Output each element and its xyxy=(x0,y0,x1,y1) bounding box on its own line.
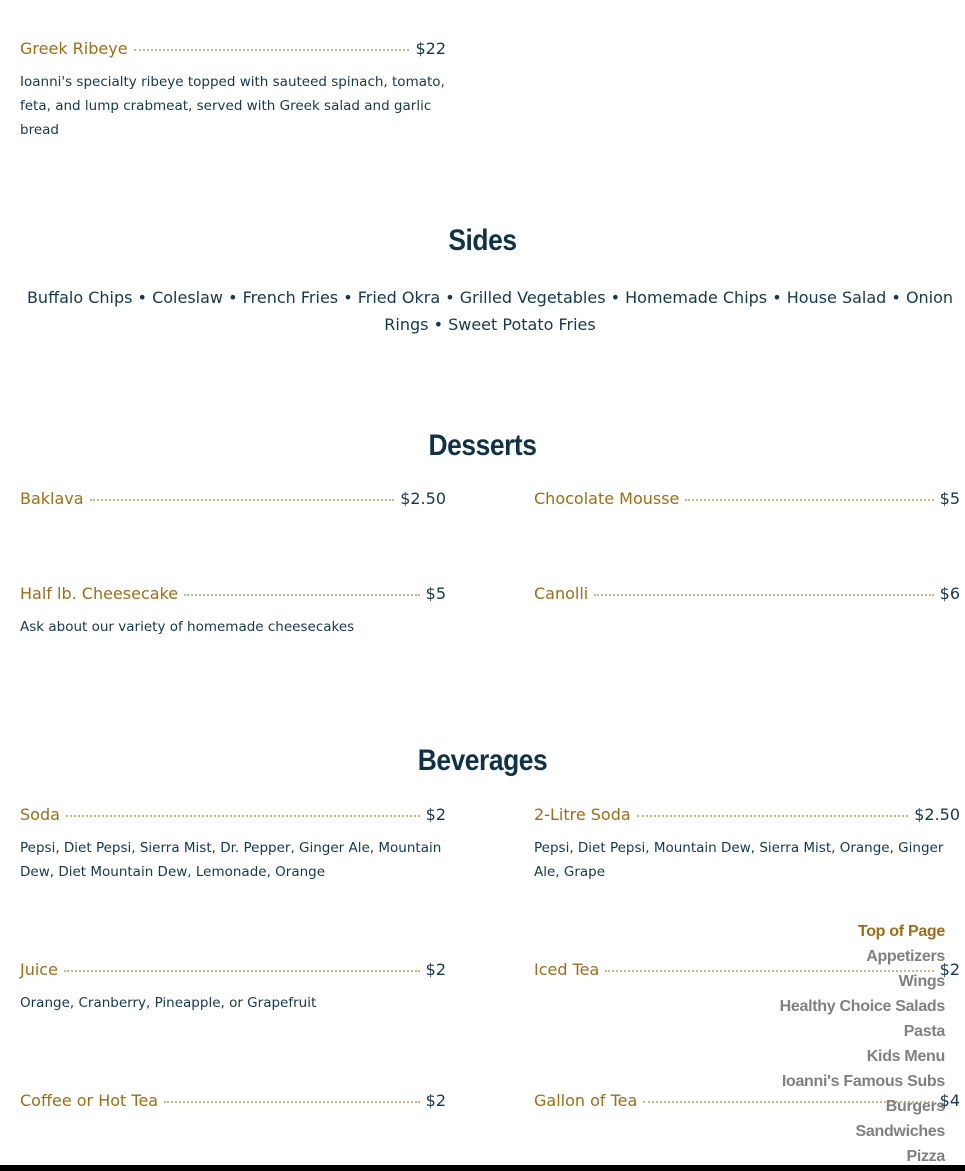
item-name: Canolli xyxy=(534,584,589,603)
menu-item-soda xyxy=(20,805,446,884)
item-name: Half lb. Cheesecake xyxy=(20,584,179,603)
nav-link-sandwiches[interactable]: Sandwiches xyxy=(855,1123,945,1140)
item-price: $2 xyxy=(939,960,960,979)
section-title-beverages: Beverages xyxy=(417,744,548,777)
item-price: $2 xyxy=(425,960,446,979)
item-price: $5 xyxy=(939,489,960,508)
item-price: $2.50 xyxy=(914,805,960,824)
sides-list: Buffalo Chips • Coleslaw • French Fries • Fried Okra • Grilled Vegetables • Homemade Chips • House Salad • Onion Rings • Sweet Potato Fries xyxy=(26,288,954,334)
nav-link-appetizers[interactable]: Appetizers xyxy=(866,948,945,965)
dot-leader xyxy=(594,594,933,596)
nav-link-kids-menu[interactable]: Kids Menu xyxy=(866,1048,945,1065)
dot-leader xyxy=(64,970,420,972)
item-name: Gallon of Tea xyxy=(534,1091,638,1110)
item-name: 2-Litre Soda xyxy=(534,805,631,824)
dot-leader xyxy=(66,815,420,817)
item-name: Soda xyxy=(20,805,60,824)
nav-link-pasta[interactable]: Pasta xyxy=(903,1023,945,1040)
dot-leader xyxy=(637,815,909,817)
item-price: $6 xyxy=(939,584,960,603)
dot-leader xyxy=(164,1101,420,1103)
nav-link-wings[interactable]: Wings xyxy=(898,973,945,990)
item-price: $22 xyxy=(415,39,446,58)
item-name: Iced Tea xyxy=(534,960,600,979)
item-description: Ask about our variety of homemade cheesecakes xyxy=(20,619,355,635)
dot-leader xyxy=(134,49,410,51)
item-price: $2 xyxy=(425,805,446,824)
menu-item-juice xyxy=(20,960,446,1015)
item-description: Ioanni's specialty ribeye topped with sauteed spinach, tomato, feta, and lump crabmeat, served with Greek salad and garlic bread xyxy=(20,74,445,138)
nav-link-famous-subs[interactable]: Ioanni's Famous Subs xyxy=(781,1073,945,1090)
nav-link-healthy-choice-salads[interactable]: Healthy Choice Salads xyxy=(779,998,945,1015)
bottom-bar xyxy=(0,1165,965,1171)
item-price: $5 xyxy=(425,584,446,603)
item-description: Pepsi, Diet Pepsi, Sierra Mist, Dr. Pepper, Ginger Ale, Mountain Dew, Diet Mountain Dew, Lemonade, Orange xyxy=(20,840,442,880)
menu-item-chocolate-mousse xyxy=(534,489,960,508)
section-title-desserts: Desserts xyxy=(428,429,537,462)
item-description: Orange, Cranberry, Pineapple, or Grapefruit xyxy=(20,995,317,1011)
item-name: Greek Ribeye xyxy=(20,39,128,58)
dot-leader xyxy=(90,499,395,501)
item-name: Coffee or Hot Tea xyxy=(20,1091,159,1110)
nav-link-burgers[interactable]: Burgers xyxy=(885,1098,945,1115)
dot-leader xyxy=(184,594,420,596)
nav-link-top-of-page[interactable]: Top of Page xyxy=(857,923,945,940)
section-title-sides: Sides xyxy=(448,224,517,257)
dot-leader xyxy=(685,499,933,501)
item-price: $2.50 xyxy=(400,489,446,508)
nav-link-pizza[interactable]: Pizza xyxy=(906,1148,945,1165)
item-name: Baklava xyxy=(20,489,84,508)
section-nav xyxy=(780,919,945,1169)
menu-item-baklava xyxy=(20,489,446,508)
menu-item-coffee-hot-tea xyxy=(20,1091,446,1110)
item-description: Pepsi, Diet Pepsi, Mountain Dew, Sierra Mist, Orange, Ginger Ale, Grape xyxy=(534,840,944,880)
menu-item-2-litre-soda xyxy=(534,805,960,884)
item-name: Chocolate Mousse xyxy=(534,489,680,508)
menu-item-greek-ribeye xyxy=(20,39,446,142)
item-price: $4 xyxy=(939,1091,960,1110)
menu-item-cheesecake xyxy=(20,584,446,639)
item-name: Juice xyxy=(20,960,58,979)
menu-item-canolli xyxy=(534,584,960,603)
item-price: $2 xyxy=(425,1091,446,1110)
